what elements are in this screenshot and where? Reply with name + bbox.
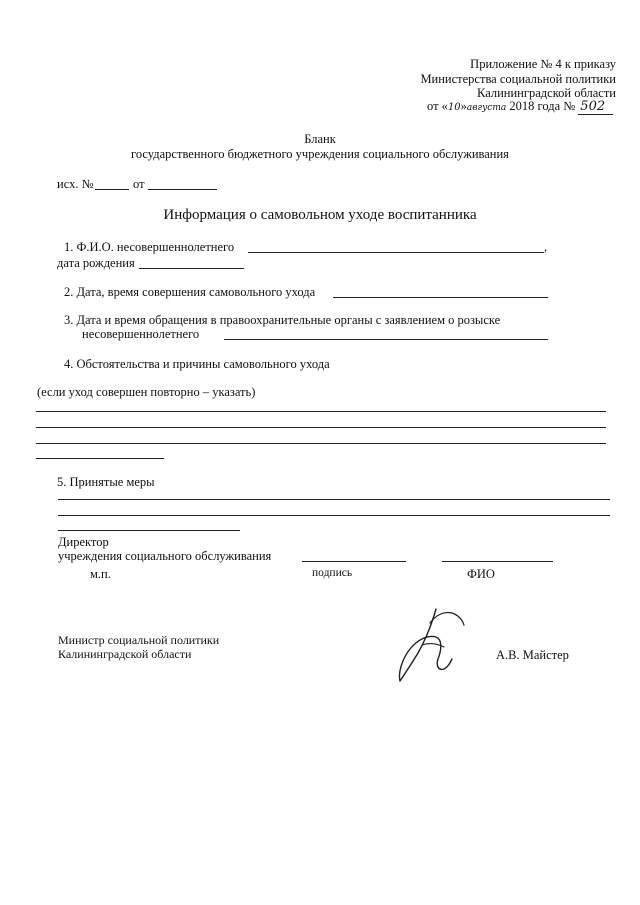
minister-region: Калининградской области	[58, 647, 192, 661]
date-year: 2018 года №	[506, 99, 579, 113]
signature-caption: подпись	[312, 567, 353, 579]
blank-subtitle: государственного бюджетного учреждения социального обслуживания	[131, 147, 509, 161]
outgoing-date-label: от	[133, 177, 145, 191]
item1-label: 1. Ф.И.О. несовершеннолетнего	[64, 240, 235, 254]
birth-date-label: дата рождения	[57, 256, 135, 270]
departure-datetime-field[interactable]	[333, 297, 548, 298]
order-number-handwritten: 502	[578, 99, 613, 115]
director-signature-field[interactable]	[302, 561, 406, 562]
director-title: Директор	[58, 535, 109, 549]
minor-name-field[interactable]	[248, 252, 544, 253]
name-caption: ФИО	[467, 567, 495, 581]
minister-name: А.В. Майстер	[496, 648, 569, 662]
item5-label: 5. Принятые меры	[57, 475, 155, 489]
item3-continuation: несовершеннолетнего	[82, 327, 200, 341]
measures-line-1[interactable]	[58, 499, 610, 500]
director-organization: учреждения социального обслуживания	[58, 549, 272, 563]
minister-title: Министр социальной политики	[58, 633, 220, 647]
date-day-handwritten: 10	[447, 102, 461, 113]
region-line: Калининградской области	[477, 86, 616, 100]
measures-line-2[interactable]	[58, 515, 610, 516]
date-month-handwritten: августа	[466, 103, 507, 113]
repeat-note: (если уход совершен повторно – указать)	[37, 385, 256, 399]
birth-date-field[interactable]	[139, 268, 244, 269]
outgoing-number-label: исх. №	[57, 177, 94, 191]
item4-label: 4. Обстоятельства и причины самовольного ухода	[64, 357, 330, 371]
document-title: Информация о самовольном уходе воспитанника	[163, 207, 477, 223]
minister-signature-icon	[392, 605, 468, 687]
item3-label: 3. Дата и время обращения в правоохранительные органы с заявлением о розыске	[64, 313, 501, 327]
circumstances-line-1[interactable]	[36, 411, 606, 412]
outgoing-date-field[interactable]	[148, 189, 217, 190]
police-report-field[interactable]	[224, 339, 548, 340]
ministry-line: Министерства социальной политики	[420, 72, 616, 86]
appendix-line: Приложение № 4 к приказу	[470, 57, 616, 71]
circumstances-line-2[interactable]	[36, 427, 606, 428]
circumstances-line-3[interactable]	[36, 443, 606, 444]
director-name-field[interactable]	[442, 561, 553, 562]
measures-line-3[interactable]	[58, 530, 240, 531]
item1-comma: ,	[544, 240, 548, 254]
date-prefix: от «	[427, 99, 448, 113]
stamp-label: м.п.	[90, 567, 111, 581]
date-sep: »	[460, 99, 467, 113]
item2-label: 2. Дата, время совершения самовольного ухода	[64, 285, 316, 299]
circumstances-line-4[interactable]	[36, 458, 164, 459]
order-date-line	[427, 99, 613, 115]
blank-title: Бланк	[304, 132, 336, 146]
outgoing-number-field[interactable]	[95, 189, 129, 190]
